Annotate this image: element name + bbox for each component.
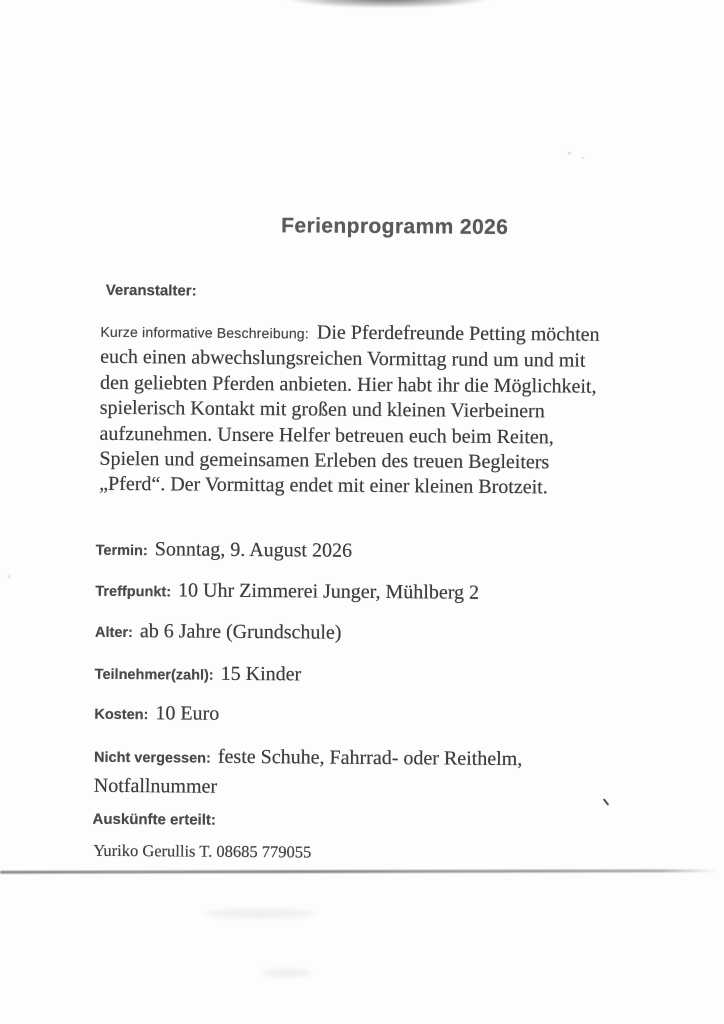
detail-row-alter (95, 618, 342, 649)
description-text: Die Pferdefreunde Petting möchten euch einen abwechslungsreichen Vormittag rund um und mit den geliebten Pferden anbieten. Hier habt ihr die Möglichkeit, spielerisch Kontakt mit großen und kleinen Vierbeinern aufzunehmen. Unsere Helfer betreuen euch beim Reiten, Spielen und gemeinsamen Erleben des treuen Begleiters „Pferd“. Der Vormittag endet mit einer kleinen Brotzeit. (99, 321, 600, 499)
detail-row-treffpunkt (95, 577, 479, 609)
page-title: Ferienprogramm 2026 (281, 214, 509, 239)
treffpunkt-value: 10 Uhr Zimmerei Junger, Mühlberg 2 (178, 579, 480, 604)
kosten-value: 10 Euro (155, 702, 220, 725)
organizer-label: Veranstalter: (105, 281, 197, 300)
description-paragraph (99, 319, 652, 502)
info-label: Auskünfte erteilt: (92, 810, 216, 829)
detail-row-nicht-vergessen (94, 742, 650, 804)
scan-smudge (205, 909, 315, 918)
teilnehmer-label: Teilnehmer(zahl): (94, 666, 214, 684)
kosten-label: Kosten: (94, 706, 149, 724)
termin-label: Termin: (95, 542, 148, 560)
detail-row-termin (96, 536, 353, 567)
nicht-vergessen-label: Nicht vergessen: (93, 749, 211, 767)
treffpunkt-label: Treffpunkt: (95, 583, 172, 601)
scan-smudge (262, 969, 310, 977)
description-label: Kurze informative Beschreibung: (100, 323, 309, 342)
detail-row-kosten (94, 700, 219, 730)
alter-label: Alter: (94, 624, 133, 642)
teilnehmer-value: 15 Kinder (220, 662, 302, 686)
scan-speck (568, 152, 571, 154)
scan-speck (582, 157, 584, 159)
scan-speck (8, 575, 10, 578)
detail-row-teilnehmer (95, 660, 302, 691)
nicht-vergessen-value: feste Schuhe, Fahrrad- oder Reithelm, Notfallnummer (93, 745, 523, 798)
contact-line: Yuriko Gerullis T. 08685 779055 (93, 840, 312, 862)
alter-value: ab 6 Jahre (Grundschule) (139, 620, 342, 644)
termin-value: Sonntag, 9. August 2026 (154, 538, 353, 562)
